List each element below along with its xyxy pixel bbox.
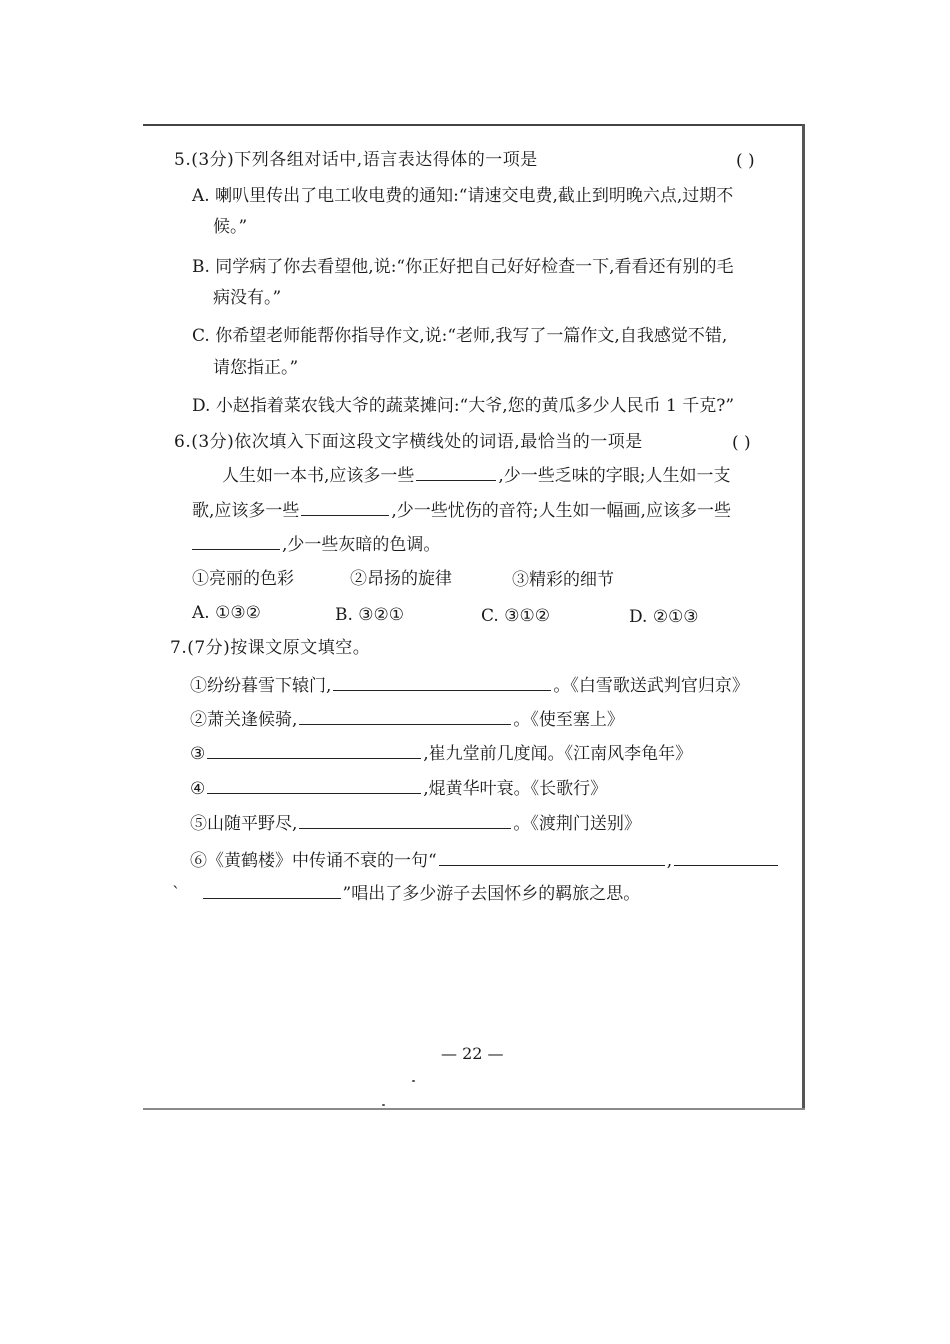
q7-l2-text-b: 。《使至塞上》	[513, 710, 624, 730]
q7-l3-text-a: ③	[190, 744, 206, 764]
q5-answer-paren: ( )	[736, 151, 755, 171]
q5-option-b-line2: 病没有。”	[213, 288, 282, 308]
q6-p1-text-a: 人生如一本书,应该多一些	[222, 466, 415, 486]
q5-option-c-line2: 请您指正。”	[213, 358, 299, 378]
q7-line-4	[190, 777, 607, 801]
fill-blank[interactable]	[301, 499, 389, 516]
q7-l1-text-a: ①纷纷暮雪下辕门,	[190, 676, 332, 696]
q6-stem: 6.(3分)依次填入下面这段文字横线处的词语,最恰当的一项是	[174, 432, 643, 452]
q7-line-2	[190, 708, 624, 732]
q7-stem: 7.(7分)按课文原文填空。	[170, 638, 371, 658]
q7-line-6	[190, 849, 780, 873]
q7-line-5	[190, 812, 641, 836]
q6-p2-text-b: ,少一些忧伤的音符;人生如一幅画,应该多一些	[391, 501, 731, 521]
q6-option-2: ②昂扬的旋律	[350, 569, 452, 589]
bottom-border	[143, 1108, 805, 1110]
q6-p1-text-b: ,少一些乏味的字眼;人生如一支	[498, 466, 731, 486]
q6-answer-d: D. ②①③	[629, 607, 699, 627]
q5-option-b-line1: B. 同学病了你去看望他,说:“你正好把自己好好检查一下,看看还有别的毛	[192, 257, 734, 277]
q6-answer-c: C. ③①②	[481, 606, 550, 626]
fill-blank[interactable]	[207, 777, 421, 794]
q6-answer-a: A. ①③②	[192, 603, 261, 623]
q7-l3-text-b: ,崔九堂前几度闻。《江南风李龟年》	[423, 744, 693, 764]
q7-l1-text-b: 。《白雪歌送武判官归京》	[553, 676, 749, 696]
q7-l4-text-a: ④	[190, 779, 206, 799]
q6-option-1: ①亮丽的色彩	[192, 569, 294, 589]
q7-l5-text-a: ⑤山随平野尽,	[190, 814, 298, 834]
q6-p2-text-a: 歌,应该多一些	[192, 501, 300, 521]
q5-option-c-line1: C. 你希望老师能帮你指导作文,说:“老师,我写了一篇作文,自我感觉不错,	[192, 326, 728, 346]
scan-speck	[412, 1080, 415, 1082]
q5-option-d: D. 小赵指着菜农钱大爷的蔬菜摊问:“大爷,您的黄瓜多少人民币 1 千克?”	[192, 396, 735, 416]
q6-answer-paren: ( )	[732, 433, 751, 453]
q5-stem: 5.(3分)下列各组对话中,语言表达得体的一项是	[174, 150, 538, 170]
q6-passage-line1	[222, 464, 731, 488]
q7-l2-text-a: ②萧关逢候骑,	[190, 710, 298, 730]
q5-option-a-line2: 候。”	[213, 217, 248, 237]
q6-passage-line2	[192, 499, 731, 523]
q5-option-a-line1: A. 喇叭里传出了电工收电费的通知:“请速交电费,截止到明晚六点,过期不	[192, 186, 734, 206]
q7-line-7	[172, 882, 640, 906]
fill-blank[interactable]	[299, 708, 511, 725]
q6-p3-text-b: ,少一些灰暗的色调。	[282, 535, 441, 555]
top-border	[143, 124, 805, 126]
fill-blank[interactable]	[674, 849, 778, 866]
q6-passage-line3	[192, 533, 440, 557]
q6-answer-b: B. ③②①	[335, 605, 405, 625]
q7-line-3	[190, 742, 692, 766]
q7-l7-text-a: `	[172, 884, 181, 904]
fill-blank[interactable]	[416, 464, 496, 481]
fill-blank[interactable]	[207, 742, 421, 759]
fill-blank[interactable]	[299, 812, 511, 829]
page-number: — 22 —	[441, 1044, 504, 1063]
q7-l5-text-b: 。《渡荆门送别》	[513, 814, 641, 834]
q7-l4-text-b: ,焜黄华叶衰。《长歌行》	[423, 779, 608, 799]
q6-option-3: ③精彩的细节	[512, 570, 614, 590]
q7-l6-text-a: ⑥《黄鹤楼》中传诵不衰的一句“	[190, 851, 437, 871]
fill-blank[interactable]	[192, 533, 280, 550]
q7-l7-text-b: ”唱出了多少游子去国怀乡的羁旅之思。	[342, 884, 641, 904]
right-border	[802, 124, 805, 1110]
q7-line-1	[190, 674, 749, 698]
fill-blank[interactable]	[203, 882, 341, 899]
fill-blank[interactable]	[439, 849, 665, 866]
fill-blank[interactable]	[333, 674, 551, 691]
q7-l6-text-b: ,	[666, 851, 673, 871]
scan-speck	[382, 1104, 385, 1106]
